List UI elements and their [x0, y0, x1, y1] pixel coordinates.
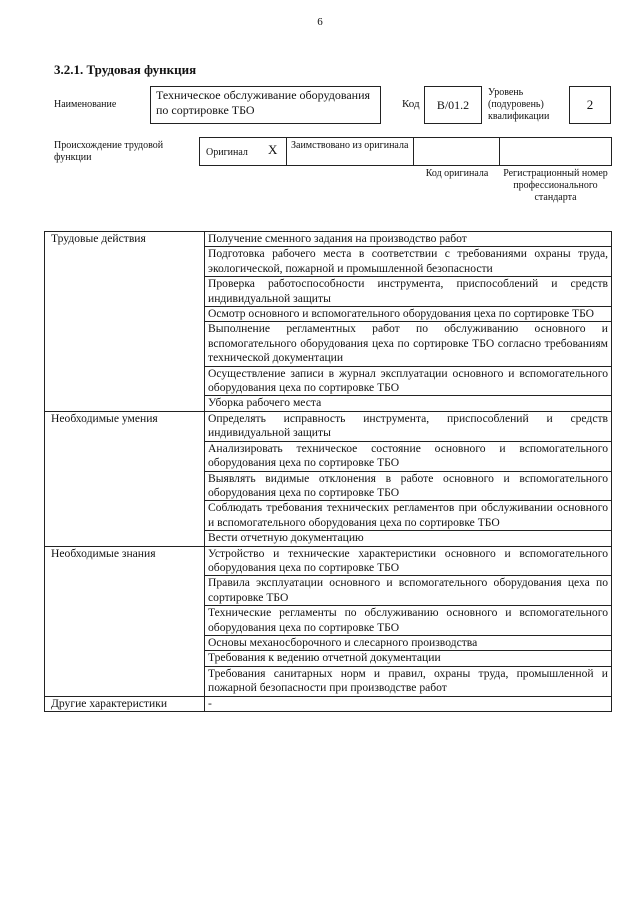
- level-label: Уровень (подуровень) квалификации: [488, 87, 550, 122]
- code-original-caption: Код оригинала: [425, 168, 489, 179]
- section-title-other: Другие характеристики: [45, 696, 205, 711]
- section-title-actions: Трудовые действия: [45, 232, 205, 412]
- function-table: [44, 231, 612, 712]
- list-item: Правила эксплуатации основного и вспомогательного оборудования цеха по сортировке ТБО: [205, 576, 612, 606]
- list-item: Технические регламенты по обслуживанию основного и вспомогательного оборудования цеха по сортировке ТБО: [205, 606, 612, 636]
- origin-label: Происхождение трудовой функции: [54, 140, 164, 163]
- list-item: Выполнение регламентных работ по обслуживанию основного и вспомогательного оборудования цеха по сортировке ТБО согласно требованиям технической документации: [205, 322, 612, 366]
- origin-original-mark: X: [268, 142, 278, 157]
- code-value: B/01.2: [424, 86, 482, 124]
- origin-borrowed-cell: [286, 137, 414, 166]
- table-row: [45, 232, 612, 247]
- list-item: Уборка рабочего места: [205, 396, 612, 411]
- list-item: Определять исправность инструмента, приспособлений и средств индивидуальной защиты: [205, 411, 612, 441]
- origin-table: [199, 137, 612, 166]
- list-item: Подготовка рабочего места в соответствии с требованиями охраны труда, экологической, пожарной и промышленной безопасности: [205, 247, 612, 277]
- origin-original-label: Оригинал: [206, 147, 248, 158]
- section-title-skills: Необходимые умения: [45, 411, 205, 546]
- list-item: Основы механосборочного и слесарного производства: [205, 635, 612, 650]
- list-item: Выявлять видимые отклонения в работе основного и вспомогательного оборудования цеха по сортировке ТБО: [205, 471, 612, 501]
- list-item: -: [205, 696, 612, 711]
- list-item: Требования к ведению отчетной документации: [205, 651, 612, 666]
- origin-code-cell: [413, 137, 500, 166]
- name-value: Техническое обслуживание оборудования по сортировке ТБО: [150, 86, 381, 124]
- reg-number-caption: Регистрационный номер профессионального стандарта: [503, 168, 608, 203]
- table-row: [45, 411, 612, 441]
- list-item: Анализировать техническое состояние основного и вспомогательного оборудования цеха по сортировке ТБО: [205, 441, 612, 471]
- table-row: [45, 546, 612, 576]
- origin-borrowed-label: Заимствовано из оригинала: [291, 140, 409, 151]
- list-item: Соблюдать требования технических регламентов при обслуживании основного и вспомогательного оборудования цеха по сортировке ТБО: [205, 501, 612, 531]
- section-title: 3.2.1. Трудовая функция: [54, 62, 197, 77]
- page-number: 6: [317, 16, 323, 28]
- list-item: Устройство и технические характеристики основного и вспомогательного оборудования цеха по сортировке ТБО: [205, 546, 612, 576]
- list-item: Получение сменного задания на производство работ: [205, 232, 612, 247]
- origin-original-cell: [199, 137, 287, 166]
- list-item: Требования санитарных норм и правил, охраны труда, промышленной и пожарной безопасности при производстве работ: [205, 666, 612, 696]
- table-row: [45, 696, 612, 711]
- list-item: Осмотр основного и вспомогательного оборудования цеха по сортировке ТБО: [205, 307, 612, 322]
- level-value: 2: [569, 86, 611, 124]
- list-item: Проверка работоспособности инструмента, приспособлений и средств индивидуальной защиты: [205, 277, 612, 307]
- name-label: Наименование: [54, 99, 117, 110]
- origin-reg-cell: [499, 137, 612, 166]
- list-item: Осуществление записи в журнал эксплуатации основного и вспомогательного оборудования цеха по сортировке ТБО: [205, 366, 612, 396]
- list-item: Вести отчетную документацию: [205, 531, 612, 546]
- code-label: Код: [402, 98, 420, 110]
- section-title-knowledge: Необходимые знания: [45, 546, 205, 696]
